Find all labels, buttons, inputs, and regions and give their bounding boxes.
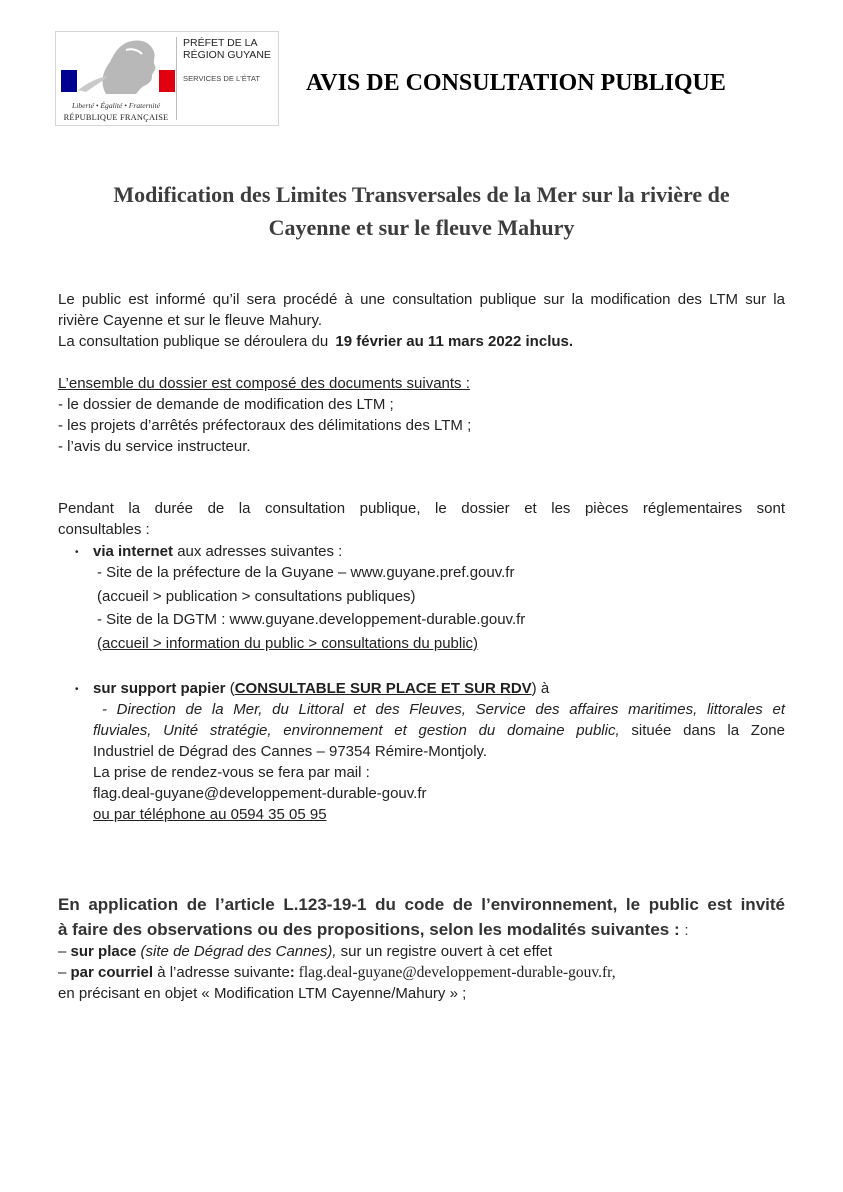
prefecture-site: - Site de la préfecture de la Guyane – www.guyane.pref.gouv.fr [97, 564, 515, 581]
marianne-block [56, 32, 176, 125]
bullet-icon: • [75, 684, 79, 695]
paper-label: sur support papier [93, 680, 226, 697]
marianne-icon [56, 32, 176, 100]
modality-dash: – [58, 943, 71, 960]
dossier-item: - les projets d’arrêtés préfectoraux des délimitations des LTM ; [58, 417, 472, 434]
email-colon: : [289, 964, 295, 981]
republic-motto: Liberté • Égalité • Fraternité [72, 101, 160, 110]
modality-email [58, 962, 616, 983]
paper-open-paren: ( [225, 680, 235, 697]
email-rest: à l’adresse suivante [153, 964, 290, 981]
modality-dash: – [58, 964, 71, 981]
consultation-line-1: Pendant la durée de la consultation publique, le dossier et les pièces réglementaires sont [58, 500, 785, 517]
application-line-2-tail: : [684, 922, 689, 939]
prefet-line-2: RÉGION GUYANE [183, 49, 271, 61]
republique-francaise-label: RÉPUBLIQUE FRANÇAISE [63, 113, 169, 122]
dates-prefix: La consultation publique se déroulera du [58, 333, 333, 350]
paper-address-rest: située dans la Zone [619, 722, 785, 739]
email-label: par courriel [70, 964, 154, 981]
internet-label: via internet [93, 543, 174, 560]
internet-suffix: aux adresses suivantes : [173, 543, 343, 560]
object-line: en précisant en objet « Modification LTM Cayenne/Mahury » ; [58, 985, 467, 1002]
prefet-label [183, 37, 278, 61]
services-label: SERVICES DE L'ÉTAT [183, 74, 260, 83]
consultation-line-2: consultables : [58, 521, 150, 538]
paper-close: ) à [531, 680, 550, 697]
subject-heading [60, 178, 783, 244]
paper-address-line-1: - Direction de la Mer, du Littoral et des Fleuves, Service des affaires maritimes, littorales et [102, 701, 785, 718]
application-line-2 [58, 917, 689, 943]
dossier-item: - l’avis du service instructeur. [58, 438, 251, 455]
internet-line [93, 541, 342, 562]
email-address: flag.deal-guyane@developpement-durable-gouv.fr, [294, 964, 616, 981]
logo-divider [176, 37, 177, 120]
on-site-rest: sur un registre ouvert à cet effet [336, 943, 553, 960]
on-site-label: sur place [70, 943, 137, 960]
prefecture-site-path: (accueil > publication > consultations publiques) [97, 588, 416, 605]
appointment-email: flag.deal-guyane@developpement-durable-gouv.fr [93, 785, 427, 802]
prefet-line-1: PRÉFET DE LA [183, 37, 258, 49]
paper-place: CONSULTABLE SUR PLACE ET SUR RDV [234, 680, 532, 697]
modality-on-site [58, 941, 552, 962]
appointment-phone: ou par téléphone au 0594 35 05 95 [93, 806, 327, 823]
paper-address-line-2 [93, 720, 785, 741]
paper-address-italic: fluviales, Unité stratégie, environnement et gestion du domaine public, [93, 722, 620, 739]
dgtm-site: - Site de la DGTM : www.guyane.developpement-durable.gouv.fr [97, 611, 526, 628]
application-line-2-text: à faire des observations ou des propositions, selon les modalités suivantes : [58, 920, 685, 939]
on-site-location: (site de Dégrad des Cannes), [136, 943, 337, 960]
bullet-icon: • [75, 547, 79, 558]
paper-line [93, 678, 549, 699]
appointment-line: La prise de rendez-vous se fera par mail : [93, 764, 370, 781]
dgtm-site-path: (accueil > information du public > consultations du public) [97, 635, 479, 652]
subject-line-1: Modification des Limites Transversales de la Mer sur la rivière de [113, 182, 730, 207]
subject-line-2: Cayenne et sur le fleuve Mahury [268, 215, 575, 240]
dossier-heading: L’ensemble du dossier est composé des documents suivants : [58, 375, 470, 392]
intro-line-1: Le public est informé qu’il sera procédé à une consultation publique sur la modification des LTM sur la [58, 291, 785, 308]
paper-address-line-3: Industriel de Dégrad des Cannes – 97354 Rémire-Montjoly. [93, 743, 488, 760]
dossier-item: - le dossier de demande de modification des LTM ; [58, 396, 394, 413]
application-line-1: En application de l’article L.123-19-1 du code de l’environnement, le public est invité [58, 895, 785, 914]
consultation-dates [58, 331, 573, 352]
prefecture-logo [55, 31, 279, 126]
page-title: AVIS DE CONSULTATION PUBLIQUE [306, 70, 726, 96]
dates-value: 19 février au 11 mars 2022 inclus. [335, 333, 574, 350]
intro-line-2: rivière Cayenne et sur le fleuve Mahury. [58, 312, 323, 329]
